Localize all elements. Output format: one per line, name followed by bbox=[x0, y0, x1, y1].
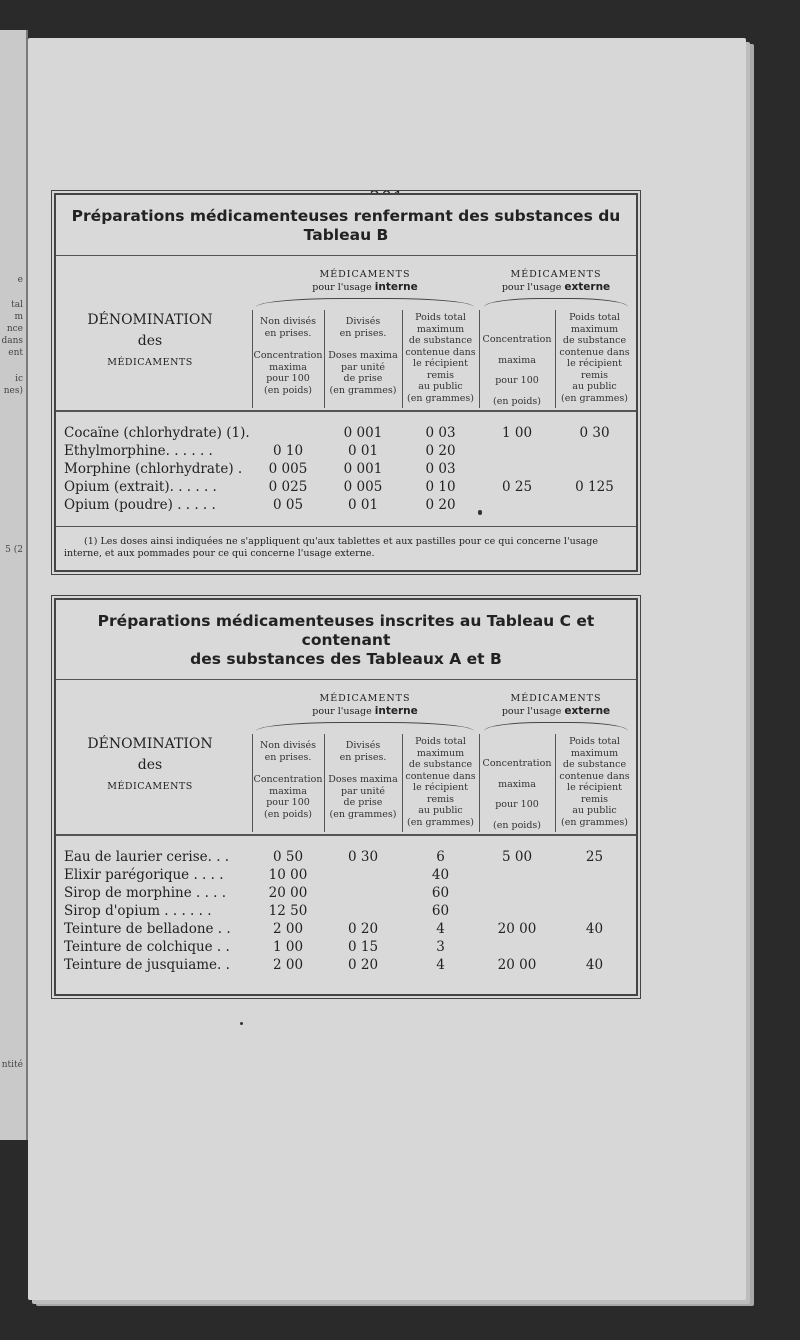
left-page-fragment: tal bbox=[11, 300, 23, 310]
col-line: en prises. bbox=[264, 751, 312, 763]
group-internal-heading bbox=[252, 692, 478, 718]
col-line: de substance bbox=[408, 759, 473, 770]
col-spacer bbox=[324, 339, 402, 350]
cell-non-divises: 0 05 bbox=[272, 497, 304, 513]
cell-non-divises: 20 00 bbox=[268, 885, 308, 901]
group-prefix: pour l'usage bbox=[312, 282, 372, 293]
col-line: Non divisés bbox=[259, 316, 317, 327]
cell-non-divises: 12 50 bbox=[268, 903, 308, 919]
group-caption: MÉDICAMENTS bbox=[510, 693, 602, 704]
col-line: de substance bbox=[562, 335, 627, 346]
row-name: Elixir parégorique . . . . bbox=[64, 867, 224, 883]
column-heading-divises bbox=[324, 740, 402, 820]
row-name: Eau de laurier cerise. . . bbox=[64, 849, 230, 865]
table-row bbox=[56, 478, 636, 496]
cell-poids-interne: 60 bbox=[431, 885, 450, 901]
col-line: Poids total bbox=[569, 312, 620, 323]
cell-non-divises: 1 00 bbox=[272, 939, 304, 955]
col-line: maxima bbox=[269, 361, 307, 373]
col-line: Concentration bbox=[253, 774, 323, 785]
col-spacer bbox=[252, 763, 324, 774]
cell-divises: 0 01 bbox=[347, 497, 379, 513]
group-prefix: pour l'usage bbox=[312, 706, 372, 717]
denomination-line: des bbox=[137, 333, 163, 349]
column-heading-non-divises bbox=[252, 740, 324, 820]
denomination-line: DÉNOMINATION bbox=[87, 312, 213, 328]
group-emphasis: externe bbox=[564, 281, 611, 293]
cell-poids-interne: 4 bbox=[436, 921, 445, 937]
denomination-heading bbox=[56, 734, 244, 797]
row-name: Teinture de colchique . . bbox=[64, 939, 230, 955]
cell-poids-interne: 4 bbox=[436, 957, 445, 973]
cell-divises: 0 005 bbox=[343, 479, 383, 495]
col-line: maximum bbox=[570, 747, 619, 759]
col-line: pour 100 bbox=[266, 797, 310, 808]
cell-divises: 0 20 bbox=[347, 921, 379, 937]
table-row bbox=[56, 496, 636, 514]
col-line: maxima bbox=[269, 785, 307, 797]
table-row bbox=[56, 460, 636, 478]
cell-poids-interne: 40 bbox=[431, 867, 450, 883]
row-name: Teinture de belladone . . bbox=[64, 921, 231, 937]
col-line: contenue dans bbox=[405, 770, 476, 782]
row-name: Cocaïne (chlorhydrate) (1). bbox=[64, 425, 250, 441]
cell-poids-interne: 0 20 bbox=[425, 443, 456, 459]
col-line: Concentration bbox=[482, 334, 552, 345]
col-line: (en poids) bbox=[264, 808, 312, 820]
row-name: Ethylmorphine. . . . . . bbox=[64, 443, 213, 459]
cell-divises: 0 20 bbox=[347, 957, 379, 973]
group-prefix: pour l'usage bbox=[501, 282, 562, 293]
left-page-fragment: m bbox=[14, 312, 23, 322]
table-row bbox=[56, 902, 636, 920]
col-line: Poids total bbox=[415, 736, 466, 747]
col-line: de substance bbox=[408, 335, 473, 346]
table-2-header bbox=[56, 680, 636, 836]
col-line: Doses maxima bbox=[328, 350, 398, 361]
cell-poids-interne: 3 bbox=[436, 939, 445, 955]
left-page-fragment: e bbox=[17, 275, 23, 285]
col-line: maxima bbox=[498, 354, 536, 366]
group-internal-heading bbox=[252, 268, 478, 294]
col-line: en prises. bbox=[264, 327, 312, 339]
col-line: maxima bbox=[498, 778, 536, 790]
col-line: (en poids) bbox=[264, 384, 312, 396]
cell-concentration-externe: 1 00 bbox=[501, 425, 533, 441]
col-line: au public bbox=[572, 381, 617, 392]
group-external-heading bbox=[480, 692, 632, 718]
cell-non-divises: 0 025 bbox=[268, 479, 308, 495]
brace-internal bbox=[256, 722, 474, 731]
left-page-fragment: ent bbox=[8, 348, 23, 358]
column-heading-concentration-externe bbox=[479, 334, 555, 407]
column-heading-divises bbox=[324, 316, 402, 396]
column-heading-poids-interne bbox=[402, 736, 479, 828]
footnote: (1) Les doses ainsi indiquées ne s'appliquent qu'aux tablettes et aux pastilles pour ce qui concerne l'usage interne, et aux pommades pour ce qui concerne l'usage externe. bbox=[64, 536, 598, 559]
col-line: contenue dans bbox=[559, 346, 630, 358]
column-heading-concentration-externe bbox=[479, 758, 555, 831]
title-line: Préparations médicamenteuses inscrites au Tableau C et contenant bbox=[97, 612, 595, 649]
cell-divises: 0 15 bbox=[347, 939, 379, 955]
table-1-header bbox=[56, 256, 636, 412]
group-caption: MÉDICAMENTS bbox=[319, 693, 411, 704]
cell-poids-interne: 0 03 bbox=[425, 425, 456, 441]
col-line: (en grammes) bbox=[407, 392, 474, 404]
table-2-title bbox=[56, 600, 636, 680]
table-1-title: Préparations médicamenteuses renfermant des substances du Tableau B bbox=[56, 195, 636, 256]
cell-divises: 0 001 bbox=[343, 425, 383, 441]
left-page-fragment: dans bbox=[1, 336, 23, 346]
table-row bbox=[56, 866, 636, 884]
cell-poids-externe: 25 bbox=[585, 849, 604, 865]
col-line: le récipient bbox=[567, 358, 622, 369]
col-line: Concentration bbox=[482, 758, 552, 769]
brace-internal bbox=[256, 298, 474, 307]
col-line: le récipient bbox=[413, 358, 468, 369]
cell-divises: 0 001 bbox=[343, 461, 383, 477]
table-row bbox=[56, 442, 636, 460]
col-line: pour 100 bbox=[266, 373, 310, 384]
row-name: Sirop de morphine . . . . bbox=[64, 885, 227, 901]
brace-external bbox=[484, 722, 628, 731]
table-row bbox=[56, 956, 636, 974]
col-line: le récipient bbox=[413, 782, 468, 793]
col-line: (en grammes) bbox=[329, 808, 397, 820]
group-emphasis: interne bbox=[374, 705, 418, 717]
cell-poids-interne: 0 10 bbox=[425, 479, 456, 495]
col-line: par unité bbox=[340, 785, 386, 797]
denomination-line: DÉNOMINATION bbox=[87, 736, 213, 752]
col-line: en prises. bbox=[339, 751, 387, 763]
col-line: de substance bbox=[562, 759, 627, 770]
column-heading-poids-externe bbox=[555, 736, 634, 828]
table-row bbox=[56, 424, 636, 442]
cell-divises: 0 01 bbox=[347, 443, 379, 459]
table-row bbox=[56, 938, 636, 956]
col-line: maximum bbox=[416, 747, 465, 759]
footnote-separator bbox=[56, 526, 636, 527]
col-line: au public bbox=[418, 805, 463, 816]
col-spacer bbox=[479, 346, 555, 355]
cell-non-divises: 10 00 bbox=[268, 867, 308, 883]
left-page-fragment: ntité bbox=[1, 1060, 23, 1070]
group-emphasis: externe bbox=[564, 705, 611, 717]
cell-non-divises: 0 10 bbox=[272, 443, 304, 459]
group-caption: MÉDICAMENTS bbox=[510, 269, 602, 280]
row-name: Morphine (chlorhydrate) . bbox=[64, 461, 243, 477]
col-line: pour 100 bbox=[495, 375, 539, 386]
col-spacer bbox=[479, 790, 555, 799]
cell-poids-externe: 0 30 bbox=[579, 425, 610, 441]
col-line: de prise bbox=[343, 797, 383, 808]
book-page bbox=[28, 38, 746, 1300]
col-line: Poids total bbox=[415, 312, 466, 323]
cell-concentration-externe: 20 00 bbox=[497, 957, 537, 973]
col-line: Divisés bbox=[345, 316, 381, 327]
col-line: remis bbox=[580, 369, 609, 381]
table-row bbox=[56, 848, 636, 866]
cell-concentration-externe: 5 00 bbox=[501, 849, 533, 865]
cell-poids-interne: 6 bbox=[436, 849, 445, 865]
col-spacer bbox=[324, 763, 402, 774]
col-spacer bbox=[479, 811, 555, 820]
cell-concentration-externe: 0 25 bbox=[501, 479, 533, 495]
column-heading-poids-interne bbox=[402, 312, 479, 404]
ink-dot bbox=[478, 510, 482, 515]
col-line: contenue dans bbox=[559, 770, 630, 782]
row-name: Teinture de jusquiame. . bbox=[64, 957, 230, 973]
cell-non-divises: 0 005 bbox=[268, 461, 308, 477]
title-line: des substances des Tableaux A et B bbox=[190, 650, 502, 668]
table-1-frame bbox=[54, 193, 638, 572]
row-name: Sirop d'opium . . . . . . bbox=[64, 903, 212, 919]
table-row bbox=[56, 884, 636, 902]
row-name: Opium (extrait). . . . . . bbox=[64, 479, 217, 495]
col-line: Non divisés bbox=[259, 740, 317, 751]
denomination-line: MÉDICAMENTS bbox=[107, 781, 193, 792]
left-page-fragment: nes) bbox=[3, 386, 23, 396]
col-line: Concentration bbox=[253, 350, 323, 361]
group-emphasis: interne bbox=[374, 281, 418, 293]
col-line: au public bbox=[572, 805, 617, 816]
group-prefix: pour l'usage bbox=[501, 706, 562, 717]
col-line: (en poids) bbox=[493, 395, 541, 407]
left-page-edge bbox=[0, 30, 28, 1140]
cell-divises: 0 30 bbox=[347, 849, 379, 865]
col-line: (en grammes) bbox=[329, 384, 397, 396]
col-line: Doses maxima bbox=[328, 774, 398, 785]
cell-poids-externe: 40 bbox=[585, 957, 604, 973]
denomination-heading bbox=[56, 310, 244, 373]
col-line: Divisés bbox=[345, 740, 381, 751]
cell-poids-interne: 60 bbox=[431, 903, 450, 919]
left-page-fragment: ic bbox=[15, 374, 23, 384]
row-name: Opium (poudre) . . . . . bbox=[64, 497, 216, 513]
group-external-heading bbox=[480, 268, 632, 294]
left-page-fragment: nce bbox=[6, 324, 23, 334]
col-line: pour 100 bbox=[495, 799, 539, 810]
col-line: (en poids) bbox=[493, 819, 541, 831]
cell-non-divises: 2 00 bbox=[272, 957, 304, 973]
col-line: le récipient bbox=[567, 782, 622, 793]
cell-non-divises: 2 00 bbox=[272, 921, 304, 937]
cell-poids-interne: 0 03 bbox=[425, 461, 456, 477]
col-line: maximum bbox=[416, 323, 465, 335]
cell-concentration-externe: 20 00 bbox=[497, 921, 537, 937]
col-line: (en grammes) bbox=[407, 816, 474, 828]
col-line: en prises. bbox=[339, 327, 387, 339]
brace-external bbox=[484, 298, 628, 307]
column-heading-non-divises bbox=[252, 316, 324, 396]
col-line: Poids total bbox=[569, 736, 620, 747]
col-line: maximum bbox=[570, 323, 619, 335]
col-line: de prise bbox=[343, 373, 383, 384]
col-spacer bbox=[479, 387, 555, 396]
group-caption: MÉDICAMENTS bbox=[319, 269, 411, 280]
left-page-fragment: 5 (2 bbox=[5, 545, 23, 555]
cell-poids-externe: 0 125 bbox=[575, 479, 614, 495]
col-spacer bbox=[479, 366, 555, 375]
cell-non-divises: 0 50 bbox=[272, 849, 304, 865]
col-line: remis bbox=[426, 793, 455, 805]
column-heading-poids-externe bbox=[555, 312, 634, 404]
col-line: remis bbox=[426, 369, 455, 381]
col-spacer bbox=[252, 339, 324, 350]
col-spacer bbox=[479, 770, 555, 779]
denomination-line: des bbox=[137, 757, 163, 773]
ink-dot bbox=[240, 1022, 243, 1025]
cell-poids-externe: 40 bbox=[585, 921, 604, 937]
col-line: contenue dans bbox=[405, 346, 476, 358]
col-line: remis bbox=[580, 793, 609, 805]
col-line: au public bbox=[418, 381, 463, 392]
col-line: (en grammes) bbox=[561, 816, 628, 828]
col-line: (en grammes) bbox=[561, 392, 628, 404]
table-row bbox=[56, 920, 636, 938]
col-line: par unité bbox=[340, 361, 386, 373]
cell-poids-interne: 0 20 bbox=[425, 497, 456, 513]
denomination-line: MÉDICAMENTS bbox=[107, 357, 193, 368]
table-2-frame bbox=[54, 598, 638, 996]
